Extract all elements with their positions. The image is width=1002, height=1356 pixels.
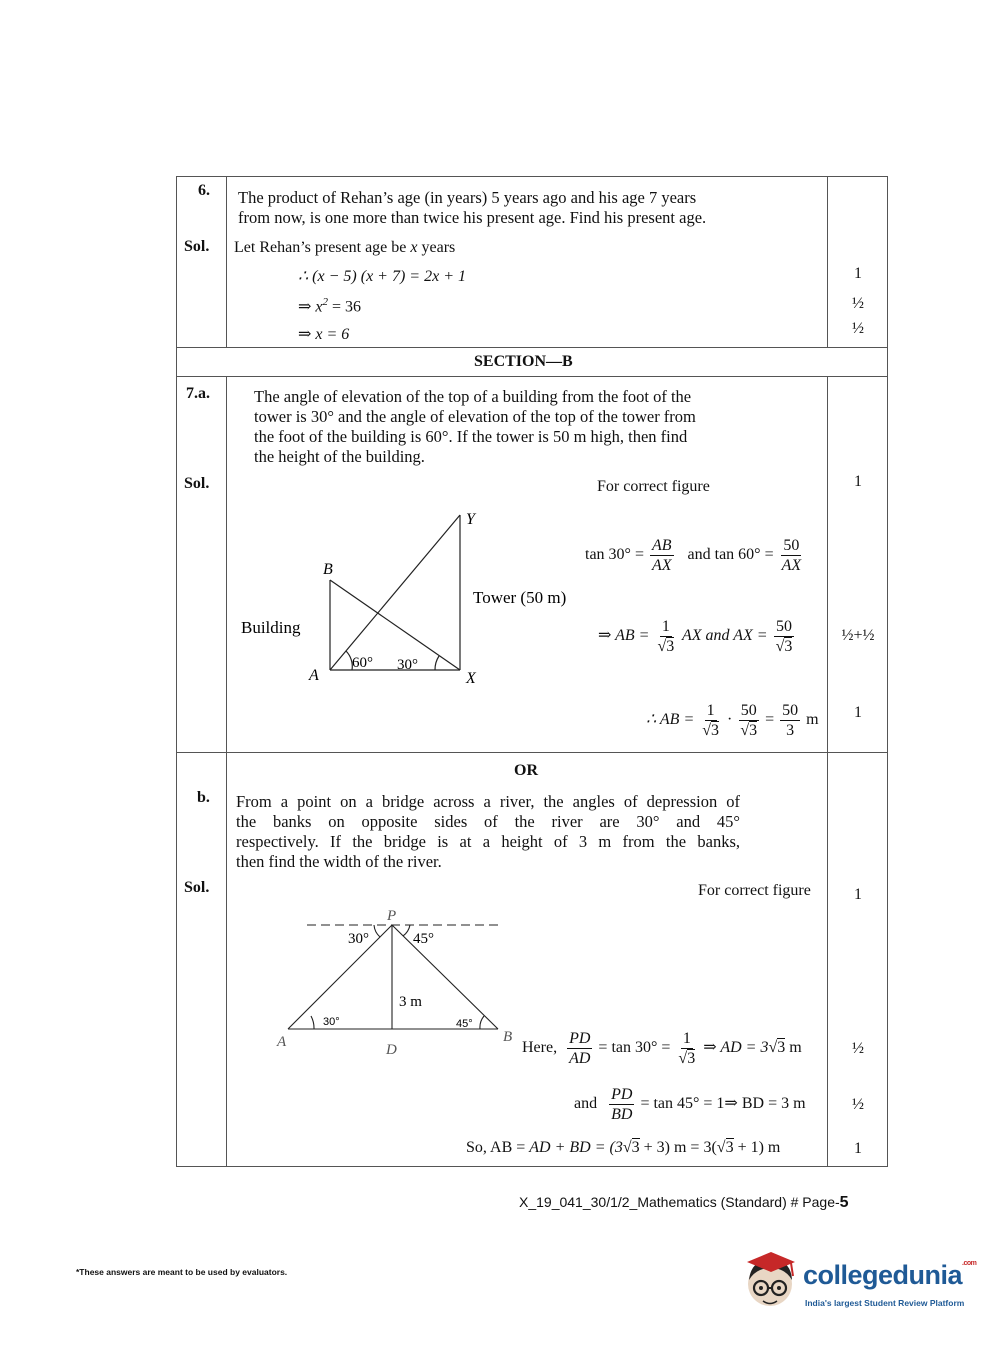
q7b-eq1-rhs-b: m xyxy=(785,1039,802,1057)
or-label: OR xyxy=(514,762,538,779)
q7b-mark: ½ xyxy=(852,1096,864,1113)
frac-den: √3 xyxy=(657,638,675,655)
q6-step-2-b: = 36 xyxy=(328,298,362,316)
page-reference xyxy=(519,1194,849,1212)
label-a: A xyxy=(277,1034,287,1050)
q7b-eq1-rhs-a: ⇒ AD = 3 xyxy=(703,1039,769,1057)
frac-num: 1 xyxy=(682,1030,691,1047)
frac-den: √3 xyxy=(775,638,793,655)
label-height: 3 m xyxy=(399,994,422,1010)
angle-30-arc xyxy=(435,656,439,670)
table-col-divider-1b xyxy=(226,376,227,1167)
q6-sol-intro-x: x xyxy=(410,239,418,256)
q7b-correct-figure: For correct figure xyxy=(698,882,811,899)
q7b-eq2-frac xyxy=(609,1085,634,1124)
frac-num: 50 xyxy=(782,702,799,719)
brand-tagline: India's largest Student Review Platform xyxy=(805,1298,965,1308)
q7a-eq1-frac1 xyxy=(650,536,674,575)
q7a-eq3-dot: · xyxy=(727,711,733,729)
table-row-divider-3 xyxy=(176,752,888,753)
label-base-30: 30° xyxy=(323,1016,340,1028)
q6-step-2 xyxy=(298,296,361,316)
q7a-text xyxy=(254,387,696,467)
q7a-sol-label: Sol. xyxy=(184,475,210,492)
q6-step-1: ∴ (x − 5) (x + 7) = 2x + 1 xyxy=(298,268,466,285)
q7b-eq-2 xyxy=(574,1085,806,1124)
q7a-text-line: tower is 30° and the angle of elevation of the top of the tower from xyxy=(254,407,696,426)
label-b: B xyxy=(323,561,333,578)
q6-mark: 1 xyxy=(854,265,862,282)
q6-sol-intro xyxy=(234,239,455,257)
frac-den: AD xyxy=(569,1050,591,1067)
q7a-mark: 1 xyxy=(854,473,862,490)
q7b-sol-label: Sol. xyxy=(184,879,210,896)
q7b-text-line: From a point on a bridge across a river, the angles of depression of xyxy=(236,792,740,811)
q7a-eq1-lhs: tan 30° = xyxy=(585,546,644,564)
q7a-mark: ½+½ xyxy=(841,627,875,644)
q7a-mark: 1 xyxy=(854,704,862,721)
frac-den: AX xyxy=(651,557,672,574)
q7a-eq3-frac1 xyxy=(700,701,721,740)
q7b-eq1-mid: = tan 30° = xyxy=(598,1039,671,1057)
table-row-divider-1 xyxy=(176,347,888,348)
label-base-45: 45° xyxy=(456,1018,473,1030)
label-y: Y xyxy=(466,511,475,528)
label-top-45: 45° xyxy=(413,931,434,947)
frac-num: 1 xyxy=(706,702,715,719)
q7a-eq2-mid: AX and AX = xyxy=(681,627,768,645)
radicand: 3 xyxy=(666,638,675,655)
q6-sol-intro-a: Let Rehan’s present age be xyxy=(234,239,411,256)
frac-num: 50 xyxy=(783,537,800,554)
page-number: 5 xyxy=(839,1194,849,1211)
frac-den: √3 xyxy=(702,722,720,739)
frac-den: √3 xyxy=(678,1050,696,1067)
q7a-eq1-mid: and tan 60° = xyxy=(687,546,774,564)
frac-num: 1 xyxy=(661,618,670,635)
q7b-eq3-rad1: 3 xyxy=(631,1139,640,1156)
q7b-number: b. xyxy=(197,789,210,806)
q7a-eq2-frac1 xyxy=(655,617,676,656)
frac-den: AX xyxy=(781,557,802,574)
sightline-ay xyxy=(330,515,460,670)
q7a-eq2-lhs: ⇒ AB = xyxy=(598,627,650,645)
label-building: Building xyxy=(241,618,301,637)
frac-num: AB xyxy=(651,537,672,554)
q7b-mark: ½ xyxy=(852,1040,864,1057)
label-x: X xyxy=(466,670,476,687)
base-30-arc xyxy=(311,1016,314,1029)
frac-num: PD xyxy=(569,1030,591,1047)
q7a-eq1-frac2 xyxy=(780,536,804,575)
q7b-mark: 1 xyxy=(854,1140,862,1157)
q7a-eq-1 xyxy=(585,536,805,575)
brand-suffix: .com xyxy=(962,1260,977,1267)
q7b-eq3-d: + 1) m xyxy=(733,1139,781,1156)
q6-step-2-a: ⇒ x xyxy=(298,298,323,316)
label-top-30: 30° xyxy=(348,931,369,947)
q7b-eq-1: Here, $\frac{PD}{AD}$ = tan 30° = $\frac{1}{√3}$ ⇒ AD = 3√3 m xyxy=(522,1030,802,1067)
q7b-mark: 1 xyxy=(854,886,862,903)
q7b-eq2-lhs: and xyxy=(574,1095,598,1113)
label-a: A xyxy=(309,667,319,684)
label-b: B xyxy=(503,1029,513,1045)
q7b-text xyxy=(236,792,740,872)
q7a-eq-3 xyxy=(646,701,819,740)
q7b-eq3-rad2: 3 xyxy=(725,1139,734,1156)
q7b-eq3-c: + 3) m = 3( xyxy=(639,1139,717,1156)
frac-num: PD xyxy=(611,1086,633,1103)
q7a-eq3-frac2 xyxy=(738,701,759,740)
q7b-eq1-rhs-rad: 3 xyxy=(777,1039,786,1057)
q6-text xyxy=(238,188,706,228)
q7b-text-line: then find the width of the river. xyxy=(236,852,442,871)
q7a-text-line: the foot of the building is 60°. If the tower is 50 m high, then find xyxy=(254,427,688,446)
q7b-eq3-b: AD + BD = (3 xyxy=(529,1139,623,1156)
q7a-eq3-unit: m xyxy=(806,711,819,729)
label-p: P xyxy=(387,908,397,924)
q6-text-line: The product of Rehan’s age (in years) 5 years ago and his age 7 years xyxy=(238,188,697,207)
q7a-number: 7.a. xyxy=(186,385,210,402)
line-pa xyxy=(288,925,392,1029)
q6-step-2-sup: 2 xyxy=(322,296,329,308)
q7a-eq2-frac2 xyxy=(774,617,795,656)
q7a-correct-figure: For correct figure xyxy=(597,478,710,495)
q7b-eq2-rhs: = tan 45° = 1⇒ BD = 3 m xyxy=(640,1095,806,1113)
q6-step-3: ⇒ x = 6 xyxy=(298,326,350,343)
q7a-text-line: the height of the building. xyxy=(254,447,425,466)
label-tower: Tower (50 m) xyxy=(473,588,567,607)
top-45-arc xyxy=(403,925,410,936)
evaluator-note: *These answers are meant to be used by evaluators. xyxy=(76,1267,288,1277)
q6-mark: ½ xyxy=(852,295,864,312)
frac-num: 50 xyxy=(775,618,792,635)
line-pb xyxy=(392,925,498,1029)
q7b-text-line: the banks on opposite sides of the river are 30° and 45° xyxy=(236,812,740,831)
radicand: 3 xyxy=(749,722,758,739)
q7b-figure xyxy=(270,903,520,1058)
table-left-border xyxy=(176,176,177,1167)
radicand: 3 xyxy=(687,1050,696,1067)
frac-den: √3 xyxy=(740,722,758,739)
q7b-eq-3: So, AB = AD + BD = (3√3 + 3) m = 3(√3 + 1) m xyxy=(466,1139,781,1156)
q7b-eq1-lhs: Here, xyxy=(522,1039,558,1057)
collegedunia-logo-icon xyxy=(741,1250,799,1312)
table-top-border xyxy=(176,176,888,177)
q7b-text-line: respectively. If the bridge is at a height of 3 m from the banks, xyxy=(236,832,740,851)
radicand: 3 xyxy=(784,638,793,655)
top-30-arc xyxy=(374,925,380,937)
frac-num: 50 xyxy=(740,702,757,719)
brand-name xyxy=(803,1260,976,1291)
q7b-eq3-a: So, AB = xyxy=(466,1139,530,1156)
label-angle-30: 30° xyxy=(397,657,418,673)
section-b-heading: SECTION—B xyxy=(474,353,573,370)
q7b-eq1-frac2 xyxy=(676,1029,697,1068)
table-col-divider-1 xyxy=(226,176,227,348)
q7a-eq-2 xyxy=(598,617,796,656)
radicand: 3 xyxy=(711,722,720,739)
q7a-text-line: The angle of elevation of the top of a building from the foot of the xyxy=(254,387,692,406)
q7a-eq3-frac3 xyxy=(780,701,800,740)
q6-mark: ½ xyxy=(852,320,864,337)
label-d: D xyxy=(386,1042,397,1058)
brand-name-text: collegedunia xyxy=(803,1260,963,1290)
table-bottom-border xyxy=(176,1166,888,1167)
table-row-divider-2 xyxy=(176,376,888,377)
label-angle-60: 60° xyxy=(352,655,373,671)
frac-den: 3 xyxy=(786,722,795,739)
frac-den: BD xyxy=(611,1106,633,1123)
q6-number: 6. xyxy=(198,182,210,199)
base-45-arc xyxy=(480,1016,484,1029)
q7a-figure xyxy=(230,505,590,690)
q6-sol-intro-b: years xyxy=(417,239,456,256)
q7a-eq3-lhs: ∴ AB = xyxy=(646,711,695,729)
page-reference-text: X_19_041_30/1/2_Mathematics (Standard) # Page- xyxy=(519,1194,840,1210)
q7b-eq1-frac1 xyxy=(567,1029,592,1068)
q7a-eq3-eq: = xyxy=(765,711,775,729)
q6-text-line: from now, is one more than twice his present age. Find his present age. xyxy=(238,208,707,227)
q6-sol-label: Sol. xyxy=(184,238,210,255)
